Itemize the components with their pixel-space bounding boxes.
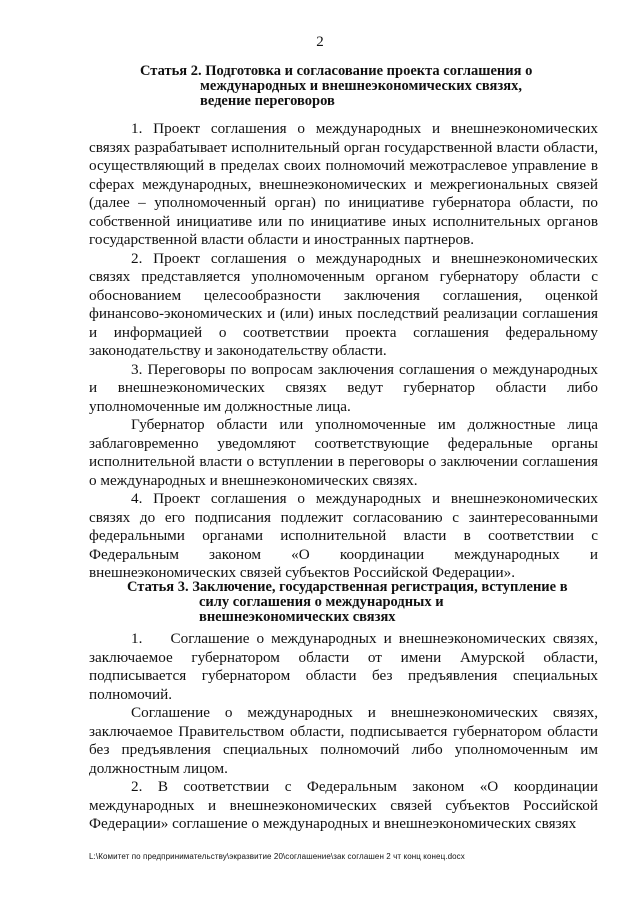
page-number: 2 (316, 34, 324, 50)
article-3-heading (127, 580, 597, 625)
article-3-paragraph-2: Соглашение о международных и внешнеэкономических связях, заключаемое Правительством области, подписывается губернатором области без предъявления специальных полномочий либо уполномоченным им должностным лицом. (89, 704, 598, 777)
article-2-heading-line-3: ведение переговоров (200, 93, 335, 109)
article-3-heading-line-1: Статья 3. Заключение, государственная регистрация, вступление в (127, 579, 568, 595)
article-2-paragraph-4: Губернатор области или уполномоченные им должностные лица заблаговременно уведомляют соответствующие федеральные органы исполнительной власти о вступлении в переговоры о заключении соглашения о международных и внешнеэкономических связях. (89, 416, 598, 489)
article-3-heading-line-3: внешнеэкономических связях (199, 609, 396, 625)
article-3-heading-line-2: силу соглашения о международных и (199, 594, 444, 610)
file-path-footer: L:\Комитет по предпринимательству\экразвитие 20\соглашение\зак соглашен 2 чт конц конец.docx (89, 852, 465, 861)
article-2-heading (140, 64, 560, 109)
article-2-body (89, 120, 598, 583)
article-2-paragraph-2: 2. Проект соглашения о международных и внешнеэкономических связях представляется уполномоченным органом губернатору области с обоснованием целесообразности заключения соглашения, оценкой финансово-экономических и (или) иных последствий реализации соглашения и информацией о соответствии проекта соглашения федеральному законодательству и законодательству области. (89, 249, 598, 359)
article-3-body (89, 630, 602, 834)
article-2-heading-line-2: международных и внешнеэкономических связях, (200, 78, 522, 94)
article-2-paragraph-5: 4. Проект соглашения о международных и внешнеэкономических связях до его подписания подлежит согласованию с заинтересованными федеральными органами исполнительной власти в соответствии с Федеральным законом «О координации международных и внешнеэкономических связей субъектов Российской Федерации». (89, 490, 598, 581)
article-3-paragraph-1: 1. Соглашение о международных и внешнеэкономических связях, заключаемое губернатором области от имени Амурской области, подписывается губернатором области без предъявления специальных полномочий. (89, 630, 602, 703)
article-2-paragraph-3: 3. Переговоры по вопросам заключения соглашения о международных и внешнеэкономических связях ведут губернатор области либо уполномоченные им должностные лица. (89, 360, 598, 415)
article-2-paragraph-1: 1. Проект соглашения о международных и внешнеэкономических связях разрабатывает исполнительный орган государственной власти области, осуществляющий в пределах своих полномочий межотраслевое управление в сферах международных, внешнеэкономических и межрегиональных связей (далее – уполномоченный орган) по инициативе губернатора области, по собственной инициативе или по инициативе иных исполнительных органов государственной власти области и иностранных партнеров. (89, 120, 598, 248)
article-2-heading-line-1: Статья 2. Подготовка и согласование проекта соглашения о (140, 63, 533, 79)
article-3-paragraph-3: 2. В соответствии с Федеральным законом «О координации международных и внешнеэкономических связей субъектов Российской Федерации» соглашение о международных и внешнеэкономических связях (89, 778, 598, 832)
